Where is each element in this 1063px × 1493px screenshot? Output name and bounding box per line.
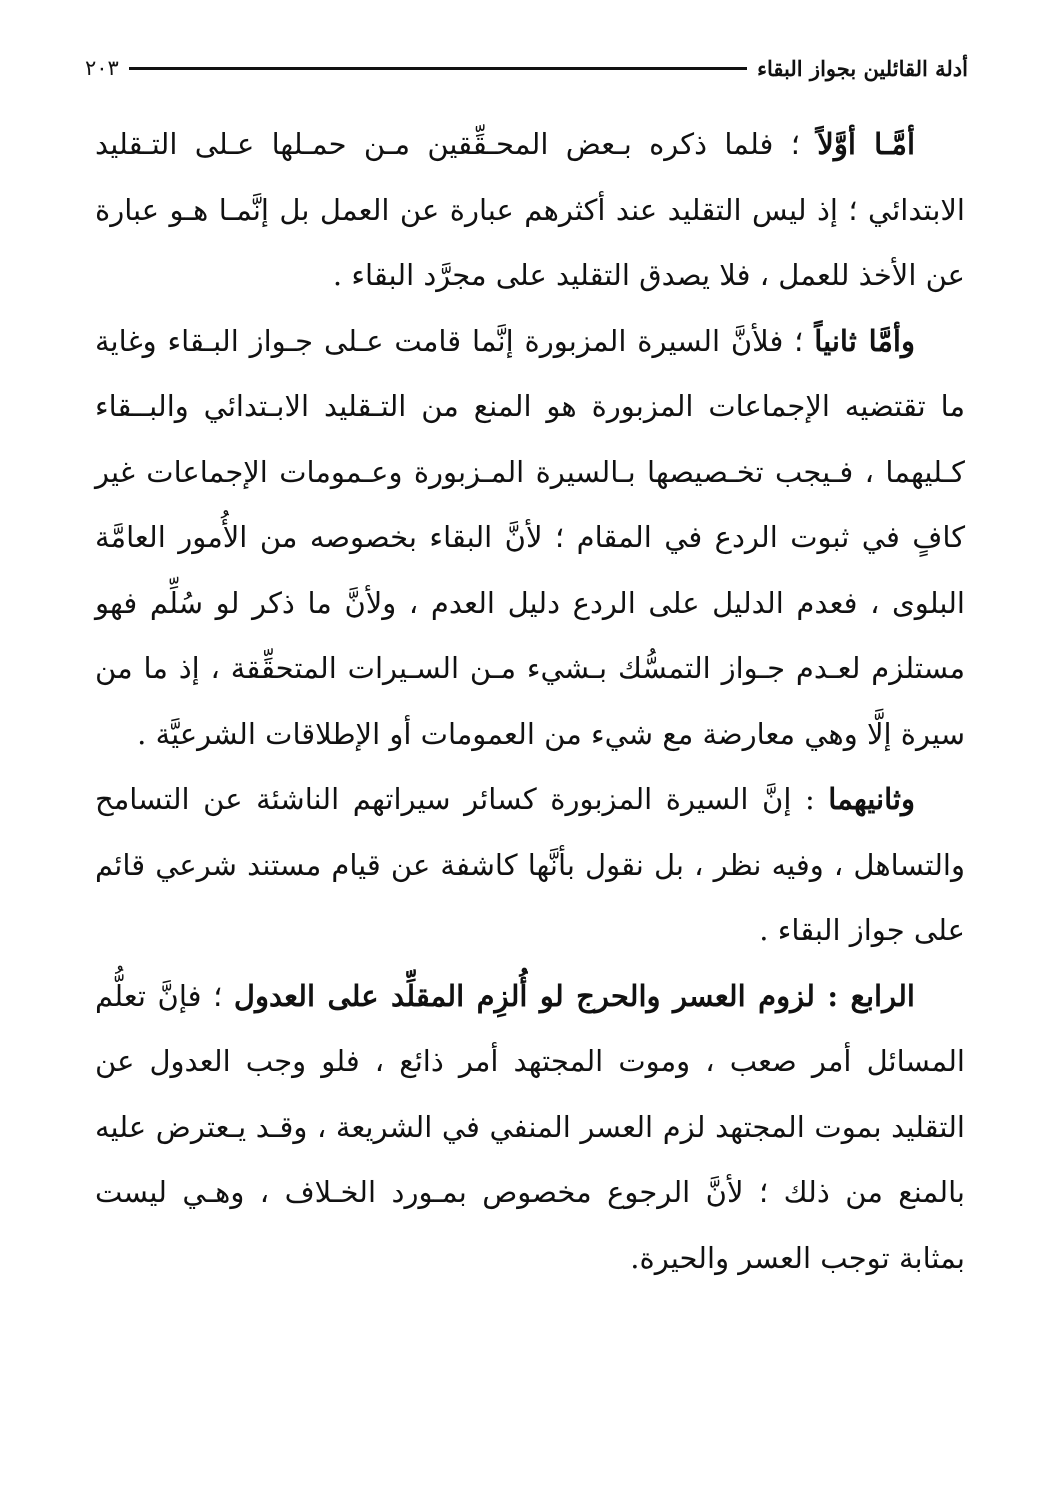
paragraph-text: ؛ فلأنَّ السيرة المزبورة إنَّما قامت عـلى جـواز البـقاء وغاية ما تقتضيه الإجماعات المزبورة هو المنع من التـقليد الابـتدائي والبــقاء كـليهما ، فـيجب تخـصيصها بـالسيرة المـزبورة وعـمومات الإجماعات غير كافٍ في ثبوت الردع في المقام ؛ لأنَّ البقاء بخصوصه من الأُمور العامَّة البلوى ، فعدم الدليل على الردع دليل العدم ، ولأنَّ ما ذكر لو سُلِّم فهو مستلزم لعـدم جـواز التمسُّك بـشيء مـن السـيرات المتحقِّقة ، إذ ما من سيرة إلَّا وهي معارضة مع شيء من العمومات أو الإطلاقات الشرعيَّة . <box>95 323 965 751</box>
page-number: ٢٠٣ <box>85 56 119 80</box>
paragraph-lead: أمَّـا أوَّلاً <box>817 127 916 161</box>
paragraph-text: ؛ فلما ذكره بـعض المحـقِّقين مـن حمـلها عـلى التـقليد الابتدائي ؛ إذ ليس التقليد عند أكثرهم عبارة عن العمل بل إنَّمـا هـو عبارة عن الأخذ للعمل ، فلا يصدق التقليد على مجرَّد البقاء . <box>95 127 965 292</box>
header-rule <box>129 67 747 70</box>
running-title: أدلة القائلين بجواز البقاء <box>757 55 968 81</box>
paragraph-text: : إنَّ السيرة المزبورة كسائر سيراتهم الناشئة عن التسامح والتساهل ، وفيه نظر ، بل نقول بأنَّها كاشفة عن قيام مستند شرعي قائم على جواز البقاء . <box>95 782 965 947</box>
paragraph-lead: وأمَّا ثانياً <box>814 323 915 358</box>
page-header <box>85 50 968 86</box>
paragraph-firstly <box>95 112 965 309</box>
paragraph-text: ؛ فإنَّ تعلُّم المسائل أمر صعب ، وموت المجتهد أمر ذائع ، فلو وجب العدول عن التقليد بموت المجتهد لزم العسر المنفي في الشريعة ، وقـد يـعترض عليه بالمنع من ذلك ؛ لأنَّ الرجوع مخصوص بمـورد الخـلاف ، وهـي ليست بمثابة توجب العسر والحيرة. <box>95 978 965 1275</box>
page-body <box>95 112 965 1291</box>
paragraph-secondly <box>95 309 965 768</box>
paragraph-lead: وثانيهما <box>828 782 915 816</box>
paragraph-fourth <box>95 964 965 1292</box>
paragraph-second-of-them <box>95 767 965 964</box>
paragraph-lead: الرابع : لزوم العسر والحرج لو أُلزِم المقلِّد على العدول <box>233 978 915 1013</box>
